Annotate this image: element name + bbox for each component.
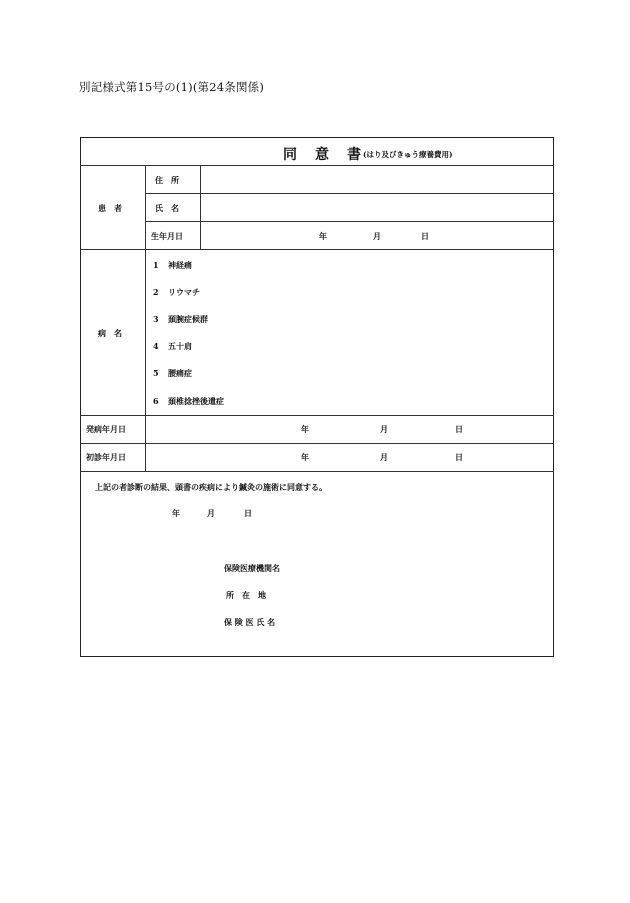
- row-divider: [80, 471, 554, 472]
- row-divider: [80, 249, 554, 250]
- address-label: 住 所: [155, 175, 179, 185]
- birth-month-label: 月: [373, 231, 381, 241]
- disease-option-neuralgia[interactable]: 神経痛: [168, 260, 192, 270]
- column-divider: [200, 165, 201, 249]
- form-subtitle: (はり及びきゅう療養費用): [363, 150, 453, 159]
- birth-year-label: 年: [319, 231, 327, 241]
- institution-location-field[interactable]: [300, 585, 545, 603]
- disease-option-lumbago[interactable]: 腰痛症: [168, 368, 192, 378]
- disease-option-rheumatism[interactable]: リウマチ: [168, 287, 200, 297]
- doctor-name-label: 保 険 医 氏 名: [224, 617, 276, 627]
- disease-number: 2: [153, 287, 159, 297]
- name-field[interactable]: [202, 195, 552, 220]
- disease-number: 4: [153, 341, 159, 351]
- institution-location-label: 所 在 地: [226, 590, 266, 600]
- consent-statement: 上記の者診断の結果、頭書の疾病により鍼灸の施術に同意する。: [95, 482, 327, 492]
- institution-name-label: 保険医療機関名: [224, 563, 280, 573]
- row-divider: [145, 193, 554, 194]
- doctor-name-field[interactable]: [300, 612, 545, 630]
- first-visit-month-label: 月: [380, 452, 388, 462]
- row-divider: [80, 165, 554, 166]
- disease-option-cervicobrachial-syndrome[interactable]: 頚腕症候群: [168, 314, 208, 324]
- onset-date-label: 発病年月日: [86, 424, 126, 434]
- form-title: 同 意 書: [283, 147, 363, 163]
- row-divider: [80, 415, 554, 416]
- onset-day-label: 日: [455, 424, 463, 434]
- onset-date-field[interactable]: [147, 417, 552, 442]
- name-label: 氏 名: [155, 203, 179, 213]
- first-visit-year-label: 年: [301, 452, 309, 462]
- row-divider: [145, 221, 554, 222]
- birthdate-label: 生年月日: [151, 231, 183, 241]
- first-visit-date-field[interactable]: [147, 445, 552, 470]
- disease-option-whiplash-sequelae[interactable]: 頚椎捻挫後遺症: [168, 396, 224, 406]
- disease-number: 5: [153, 368, 159, 378]
- disease-number: 3: [153, 314, 159, 324]
- disease-number: 6: [153, 396, 159, 406]
- onset-month-label: 月: [380, 424, 388, 434]
- address-field[interactable]: [202, 167, 552, 192]
- patient-section-label: 患 者: [98, 203, 122, 213]
- first-visit-day-label: 日: [455, 452, 463, 462]
- consent-day-label: 日: [244, 508, 252, 518]
- birth-day-label: 日: [421, 231, 429, 241]
- disease-option-frozen-shoulder[interactable]: 五十肩: [168, 341, 192, 351]
- disease-number: 1: [153, 260, 159, 270]
- onset-year-label: 年: [301, 424, 309, 434]
- consent-month-label: 月: [207, 508, 215, 518]
- consent-year-label: 年: [172, 508, 180, 518]
- form-number-header: 別記様式第15号の(1)(第24条関係): [79, 80, 265, 94]
- row-divider: [80, 443, 554, 444]
- disease-section-label: 病 名: [98, 328, 122, 338]
- column-divider: [145, 165, 146, 471]
- first-visit-date-label: 初診年月日: [86, 452, 126, 462]
- institution-name-field[interactable]: [300, 558, 545, 576]
